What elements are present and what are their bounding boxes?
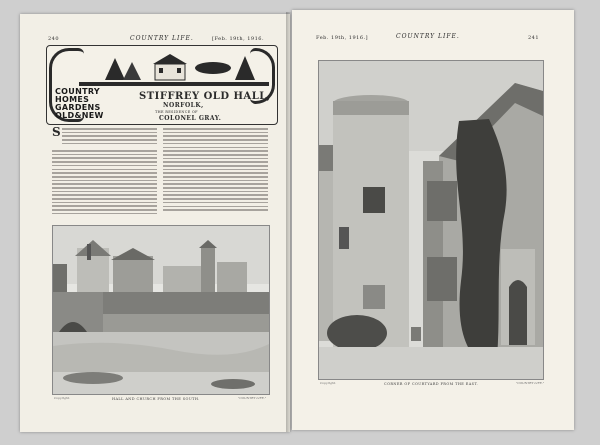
series-word-4: OLD&NEW <box>55 111 104 120</box>
owner-label: THE RESIDENCE OF <box>155 110 198 114</box>
left-date: [Feb. 19th, 1916. <box>212 36 265 42</box>
photo-hall-and-church-image <box>53 226 269 394</box>
left-page-number: 240 <box>48 36 60 42</box>
left-magazine-title: COUNTRY LIFE. <box>130 35 194 42</box>
left-photo-credit: "COUNTRY LIFE." <box>238 396 267 400</box>
article-title: STIFFREY OLD HALL, <box>139 91 271 102</box>
dropcap: S <box>52 125 61 139</box>
series-word-3: GARDENS <box>55 103 101 112</box>
body-text-col1-top <box>62 126 157 148</box>
body-text-col2 <box>163 126 268 220</box>
right-photo-credit: "COUNTRY LIFE." <box>516 381 545 385</box>
left-photo-caption: HALL AND CHURCH FROM THE SOUTH. <box>112 397 200 401</box>
series-word-1: COUNTRY <box>55 87 100 96</box>
banner-ribbon <box>79 82 269 86</box>
right-date: Feb. 19th, 1916.] <box>316 35 369 41</box>
photo-hall-and-church <box>52 225 270 395</box>
page-gutter <box>286 12 296 432</box>
right-photo-copyright: Copyright. <box>320 381 337 385</box>
right-magazine-title: COUNTRY LIFE. <box>396 33 460 40</box>
photo-courtyard-corner-image <box>319 61 543 379</box>
series-word-2: HOMES <box>55 95 90 104</box>
article-location: NORFOLK, <box>163 102 204 109</box>
article-owner: COLONEL GRAY. <box>159 115 222 122</box>
series-title <box>55 88 115 120</box>
article-banner <box>46 45 278 125</box>
body-text-col1 <box>52 148 157 220</box>
left-photo-copyright: Copyright. <box>54 396 71 400</box>
banner-illustration <box>85 52 255 82</box>
right-photo-caption: CORNER OF COURTYARD FROM THE EAST. <box>384 382 479 386</box>
right-page-number: 241 <box>528 35 540 41</box>
photo-courtyard-corner <box>318 60 544 380</box>
